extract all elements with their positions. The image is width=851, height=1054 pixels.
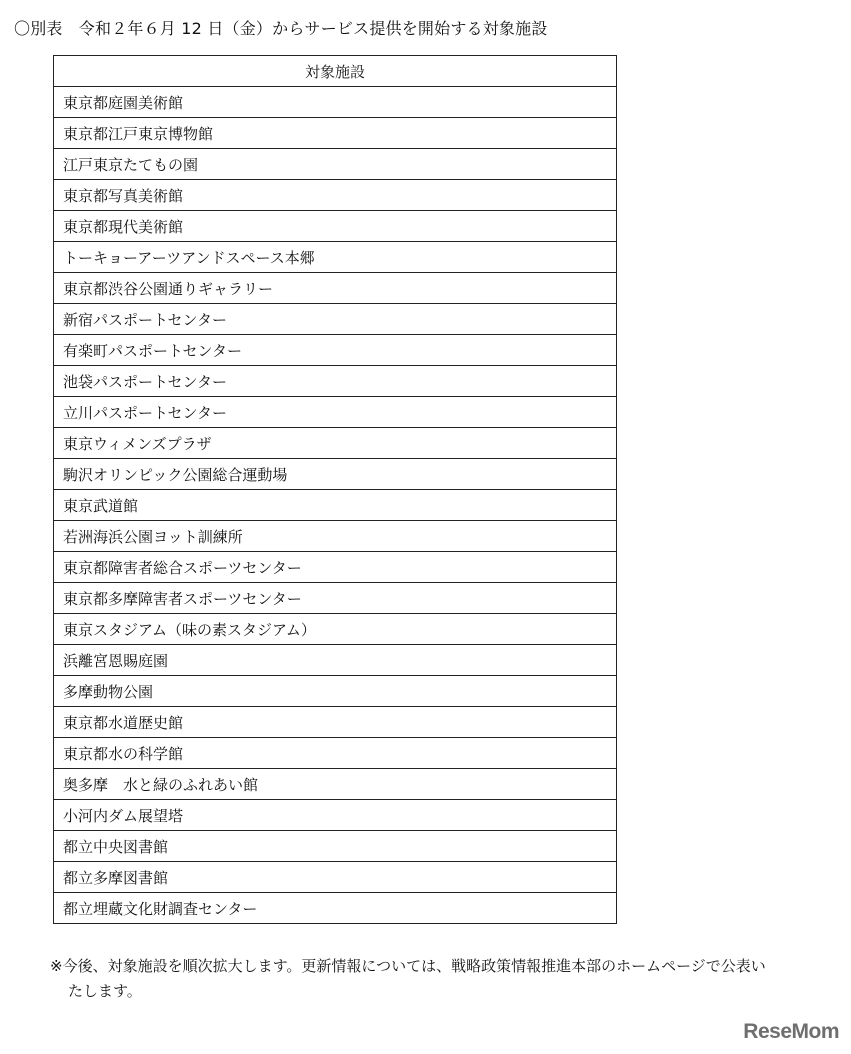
table-row [54,862,617,893]
table-row [54,304,617,335]
table-row [54,769,617,800]
table-body [54,87,617,924]
footnote [50,954,840,1004]
facility-name-cell: 東京都水の科学館 [54,738,617,769]
table-row [54,521,617,552]
facility-name-cell: 立川パスポートセンター [54,397,617,428]
table-row [54,893,617,924]
table-row [54,459,617,490]
facility-name-cell: 浜離宮恩賜庭園 [54,645,617,676]
facility-name-cell: 江戸東京たてもの園 [54,149,617,180]
facility-name-cell: 東京スタジアム（味の素スタジアム） [54,614,617,645]
facility-name-cell: 駒沢オリンピック公園総合運動場 [54,459,617,490]
table-row [54,428,617,459]
facility-name-cell: 若洲海浜公園ヨット訓練所 [54,521,617,552]
table-row [54,273,617,304]
facility-name-cell: 都立中央図書館 [54,831,617,862]
table-row [54,366,617,397]
facility-name-cell: 東京都水道歴史館 [54,707,617,738]
table-row [54,180,617,211]
table-row [54,335,617,366]
table-row [54,552,617,583]
table-row [54,707,617,738]
table-row [54,800,617,831]
facility-name-cell: 東京都庭園美術館 [54,87,617,118]
table-row [54,583,617,614]
facility-name-cell: 池袋パスポートセンター [54,366,617,397]
table-row [54,149,617,180]
table-row [54,676,617,707]
facility-name-cell: 有楽町パスポートセンター [54,335,617,366]
facility-name-cell: 東京武道館 [54,490,617,521]
facility-name-cell: 東京都江戸東京博物館 [54,118,617,149]
table-row [54,831,617,862]
table-row [54,397,617,428]
resemom-logo: ReseMom [743,1020,839,1043]
table-row [54,87,617,118]
table-row [54,645,617,676]
facility-name-cell: 奥多摩 水と緑のふれあい館 [54,769,617,800]
facility-name-cell: 東京都写真美術館 [54,180,617,211]
table-row [54,118,617,149]
facility-name-cell: 東京ウィメンズプラザ [54,428,617,459]
table-row [54,211,617,242]
facility-name-cell: 都立多摩図書館 [54,862,617,893]
page-heading: 〇別表 令和２年６月 12 日（金）からサービス提供を開始する対象施設 [14,19,548,38]
facility-name-cell: 多摩動物公園 [54,676,617,707]
table-header-row [54,56,617,87]
facility-name-cell: 小河内ダム展望塔 [54,800,617,831]
facility-name-cell: 東京都障害者総合スポーツセンター [54,552,617,583]
table-header-cell: 対象施設 [54,56,617,87]
facility-name-cell: 新宿パスポートセンター [54,304,617,335]
facilities-table [53,55,617,924]
table-row [54,614,617,645]
table-row [54,490,617,521]
facility-name-cell: 東京都多摩障害者スポーツセンター [54,583,617,614]
table-row [54,242,617,273]
facility-name-cell: トーキョーアーツアンドスペース本郷 [54,242,617,273]
footnote-line-1: ※今後、対象施設を順次拡大します。更新情報については、戦略政策情報推進本部のホームページで公表い [50,957,766,975]
facility-name-cell: 東京都渋谷公園通りギャラリー [54,273,617,304]
footnote-line-2: たします。 [68,982,142,1000]
facility-name-cell: 都立埋蔵文化財調査センター [54,893,617,924]
facility-name-cell: 東京都現代美術館 [54,211,617,242]
table-row [54,738,617,769]
